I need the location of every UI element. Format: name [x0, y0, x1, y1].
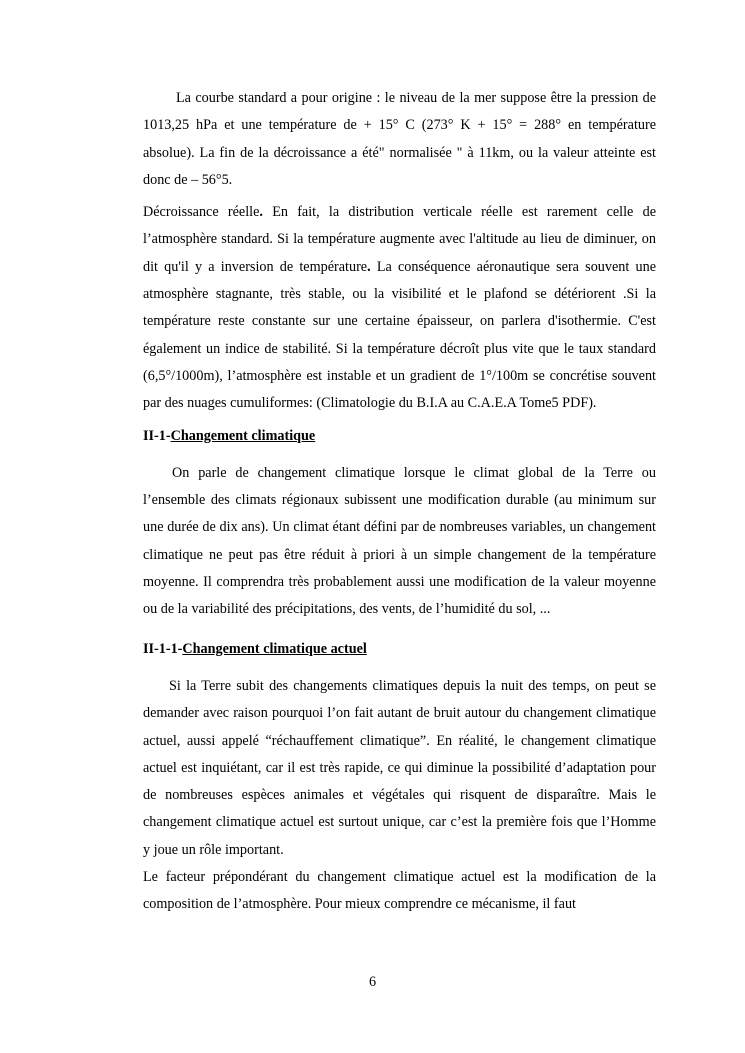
paragraph-lead-term: Décroissance réelle — [143, 204, 260, 221]
bold-period: . — [259, 204, 263, 221]
heading-title: Changement climatique actuel — [182, 640, 367, 657]
document-page — [143, 85, 656, 919]
section-heading-current-climate-change — [143, 636, 656, 663]
paragraph-climate-change-definition: On parle de changement climatique lorsque le climat global de la Terre ou l’ensemble des climats régionaux subissent une modification durable (au minimum sur une durée de dix ans). Un climat étant défini par de nombreuses variables, un changement climatique ne peut pas être réduit à priori à un simple changement de la température moyenne. Il comprendra très probablement aussi une modification de la valeur moyenne ou de la variabilité des précipitations, des vents, de l’humidité du sol, ... — [143, 464, 656, 618]
paragraph-text-part2: La conséquence aéronautique sera souvent une atmosphère stagnante, très stable, ou la visibilité et le plafond se détériorent .Si la température reste constante sur une certaine épaisseur, on parlera d'isothermie. C'est également un indice de stabilité. Si la température décroît plus vite que le taux standard (6,5°/1000m), l’atmosphère est instable et un gradient de 1°/100m se concrétise souvent par des nuages cumuliformes: (Climatologie du B.I.A au C.A.E.A Tome5 PDF). — [143, 258, 656, 412]
section-heading-climate-change — [143, 423, 656, 450]
paragraph-current-change: Si la Terre subit des changements climatiques depuis la nuit des temps, on peut se demander avec raison pourquoi l’on fait autant de bruit autour du changement climatique actuel, aussi appelé “réchauffement climatique”. En réalité, le changement climatique actuel est inquiétant, car il est très rapide, ce qui diminue la possibilité d’adaptation pour de nombreuses espèces animales et végétales qui risquent de disparaître. Mais le changement climatique actuel est surtout unique, car c’est la première fois que l’Homme y joue un rôle important. — [143, 677, 656, 858]
paragraph-atmosphere-composition: Le facteur prépondérant du changement climatique actuel est la modification de la composition de l’atmosphère. Pour mieux comprendre ce mécanisme, il faut — [143, 869, 656, 913]
paragraph-real-decrease — [143, 199, 656, 417]
heading-number: II-1-1- — [143, 640, 183, 657]
paragraph-text-part1: En fait, la distribution verticale réelle est rarement celle de l’atmosphère standard. Si la température augmente avec l'altitude au lieu de diminuer, on dit qu'il y a inversion de température — [143, 204, 656, 275]
paragraph-standard-curve: La courbe standard a pour origine : le niveau de la mer suppose être la pression de 1013,25 hPa et une température de + 15° C (273° K + 15° = 288° en température absolue). La fin de la décroissance a été" normalisée " à 11km, ou la valeur atteinte est donc de – 56°5. — [143, 90, 656, 188]
heading-title: Changement climatique — [170, 427, 316, 444]
bold-period: . — [367, 258, 371, 275]
heading-number: II-1- — [143, 427, 171, 444]
page-number: 6 — [368, 974, 377, 990]
